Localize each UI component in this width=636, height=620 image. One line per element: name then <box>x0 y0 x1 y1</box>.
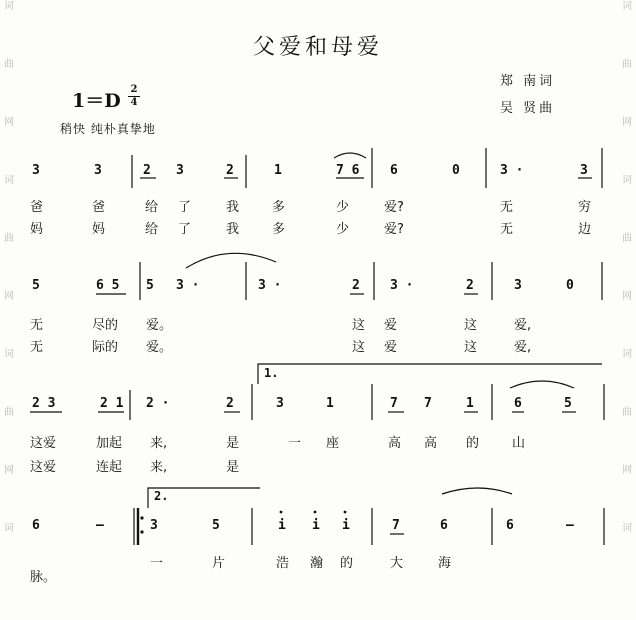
lyric: 爱, <box>514 340 532 355</box>
note: 5 <box>212 518 220 533</box>
lyric: 这爱 <box>30 436 57 451</box>
meter-bottom: 4 <box>130 97 138 108</box>
lyric: 这 <box>352 318 366 333</box>
note: 6 <box>514 396 522 411</box>
lyric: 穷 <box>578 200 592 215</box>
slur <box>334 153 366 158</box>
lyric: 瀚 <box>310 556 324 571</box>
lyric: 片 <box>212 556 226 571</box>
lyric: 爱? <box>384 222 404 237</box>
note: — <box>566 518 574 533</box>
watermark-char: 网 <box>622 465 632 476</box>
watermark-char: 曲 <box>622 233 632 244</box>
lyric: 少 <box>336 200 350 215</box>
slur <box>186 253 276 268</box>
note: 6 5 <box>96 278 120 293</box>
note: 3 · <box>258 278 282 293</box>
lyric: 无 <box>500 200 514 215</box>
note: 6 <box>390 163 398 178</box>
watermark-char: 网 <box>4 465 14 476</box>
lyric: 爱, <box>514 318 532 333</box>
note: — <box>96 518 104 533</box>
note: 6 <box>440 518 448 533</box>
lyric: 脉。 <box>30 570 57 585</box>
lyric: 来, <box>150 460 168 475</box>
watermark-char: 曲 <box>4 407 14 418</box>
song-title: 父爱和母爱 <box>252 35 383 60</box>
repeat-dot <box>140 530 143 533</box>
watermark-char: 词 <box>4 1 14 12</box>
lyricist-credit: 郑 南词 <box>500 74 556 89</box>
watermark-char: 词 <box>4 175 14 186</box>
volta-label: 2. <box>154 489 169 503</box>
note: 7 <box>392 518 400 533</box>
note: 2 1 <box>100 396 124 411</box>
lyric: 我 <box>226 222 240 237</box>
note: 3 <box>276 396 284 411</box>
slur <box>510 381 574 388</box>
lyric: 大 <box>390 556 404 571</box>
lyric: 山 <box>512 436 526 451</box>
watermark-char: 网 <box>622 291 632 302</box>
lyric: 海 <box>438 556 452 571</box>
note: 3 <box>94 163 102 178</box>
lyric: 多 <box>272 222 286 237</box>
note: 7 <box>424 396 432 411</box>
lyric: 爸 <box>92 200 106 215</box>
lyric: 际的 <box>92 340 119 355</box>
lyric: 浩 <box>276 556 290 571</box>
note: 5 <box>146 278 154 293</box>
note: 1 <box>274 163 282 178</box>
note: 5 <box>32 278 40 293</box>
lyric: 了 <box>178 200 192 215</box>
lyric: 尽的 <box>92 318 119 333</box>
lyric: 这爱 <box>30 460 57 475</box>
lyric: 一 <box>150 556 164 571</box>
note: 1 <box>466 396 474 411</box>
lyric: 边 <box>578 222 592 237</box>
composer-credit: 吴 贤曲 <box>500 101 556 116</box>
lyric: 我 <box>226 200 240 215</box>
note: 0 <box>566 278 574 293</box>
note: 2 <box>226 396 234 411</box>
lyric: 给 <box>145 200 159 215</box>
note: 7 6 <box>336 163 360 178</box>
watermark-char: 网 <box>4 291 14 302</box>
octave-dot <box>344 511 347 514</box>
lyric: 爱。 <box>146 340 173 355</box>
lyric: 座 <box>326 436 340 451</box>
watermark-char: 曲 <box>622 59 632 70</box>
watermark-char: 词 <box>622 349 632 360</box>
octave-dot <box>280 511 283 514</box>
lyric: 妈 <box>30 222 44 237</box>
lyric: 来, <box>150 436 168 451</box>
note: 3 · <box>390 278 414 293</box>
note: 2 <box>143 163 151 178</box>
note: 3 · <box>500 163 524 178</box>
watermark-char: 词 <box>4 349 14 360</box>
lyric: 一 <box>288 436 302 451</box>
meter-top: 2 <box>130 84 138 95</box>
note: 2 3 <box>32 396 56 411</box>
watermark-char: 网 <box>622 117 632 128</box>
note: 6 <box>506 518 514 533</box>
lyric: 这 <box>352 340 366 355</box>
watermark-char: 词 <box>622 1 632 12</box>
lyric: 爸 <box>30 200 44 215</box>
lyric: 少 <box>336 222 350 237</box>
note: 2 <box>226 163 234 178</box>
note: 2 <box>352 278 360 293</box>
watermark-char: 曲 <box>4 233 14 244</box>
lyric: 加起 <box>96 436 123 451</box>
lyric: 无 <box>30 318 44 333</box>
lyric: 这 <box>464 340 478 355</box>
octave-dot <box>314 511 317 514</box>
lyric: 爱 <box>384 318 398 333</box>
note: 5 <box>564 396 572 411</box>
lyric: 爱? <box>384 200 404 215</box>
note: 2 · <box>146 396 170 411</box>
lyric: 高 <box>388 436 402 451</box>
note: 1 <box>326 396 334 411</box>
lyric: 的 <box>340 556 354 571</box>
lyric: 爱。 <box>146 318 173 333</box>
note: i <box>278 518 286 533</box>
tempo-marking: 稍快 纯朴真挚地 <box>60 122 156 136</box>
lyric: 给 <box>145 222 159 237</box>
watermark-char: 词 <box>622 523 632 534</box>
note: 3 <box>176 163 184 178</box>
note: 3 <box>32 163 40 178</box>
key-signature: 1＝D <box>72 90 121 112</box>
note: 3 <box>580 163 588 178</box>
note: 3 · <box>176 278 200 293</box>
watermark-char: 词 <box>622 175 632 186</box>
lyric: 连起 <box>96 460 123 475</box>
lyric: 爱 <box>384 340 398 355</box>
note: 3 <box>150 518 158 533</box>
note: 3 <box>514 278 522 293</box>
lyric: 这 <box>464 318 478 333</box>
lyric: 妈 <box>92 222 106 237</box>
slur <box>442 488 512 494</box>
note: i <box>342 518 350 533</box>
lyric: 多 <box>272 200 286 215</box>
watermark-char: 曲 <box>4 59 14 70</box>
note: 7 <box>390 396 398 411</box>
note: i <box>312 518 320 533</box>
lyric: 了 <box>178 222 192 237</box>
repeat-dot <box>140 516 143 519</box>
note: 6 <box>32 518 40 533</box>
lyric: 是 <box>226 460 240 475</box>
lyric: 无 <box>30 340 44 355</box>
note: 2 <box>466 278 474 293</box>
lyric: 是 <box>226 436 240 451</box>
watermark-char: 曲 <box>622 407 632 418</box>
note: 0 <box>452 163 460 178</box>
watermark-char: 网 <box>4 117 14 128</box>
lyric: 无 <box>500 222 514 237</box>
volta-label: 1. <box>264 366 279 380</box>
lyric: 的 <box>466 436 480 451</box>
lyric: 高 <box>424 436 438 451</box>
watermark-char: 词 <box>4 523 14 534</box>
